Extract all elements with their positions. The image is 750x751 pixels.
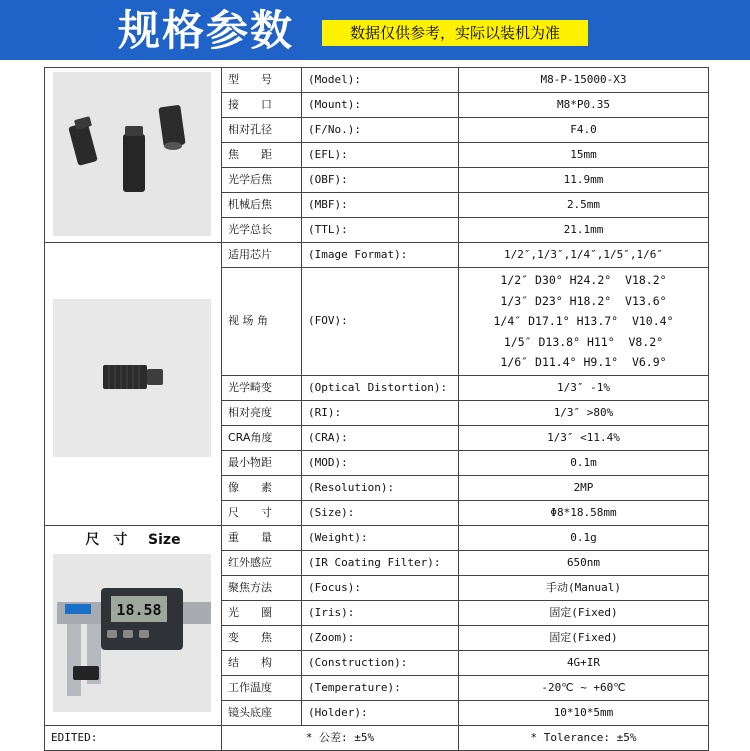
row-eng-label: (Zoom): xyxy=(308,630,355,644)
row-value: Φ8*18.58mm xyxy=(459,500,709,525)
lens-photo-cell-2 xyxy=(45,243,222,526)
row-value: M8*P0.35 xyxy=(459,93,709,118)
row-eng-label: (MOD): xyxy=(308,455,348,469)
page-title: 规格参数 xyxy=(118,6,295,55)
row-eng-label: (Iris): xyxy=(308,605,355,619)
fov-value-cell xyxy=(459,268,709,376)
spec-row-image-format xyxy=(45,243,709,268)
row-value: 21.1mm xyxy=(459,218,709,243)
row-label: 光学后焦 xyxy=(228,173,272,186)
footer-edited: EDITED: xyxy=(45,725,222,750)
row-value: 11.9mm xyxy=(459,168,709,193)
row-label: 型 号 xyxy=(228,73,272,86)
fov-line: 1/4″ D17.1° H13.7° V10.4° xyxy=(493,314,674,328)
fov-line: 1/5″ D13.8° H11° V8.2° xyxy=(503,334,664,349)
row-value: -20℃ ~ +60℃ xyxy=(459,675,709,700)
row-label: 结 构 xyxy=(228,655,272,669)
row-eng-label: (IR Coating Filter): xyxy=(308,555,441,569)
row-value: 2.5mm xyxy=(459,193,709,218)
row-eng-label: (Image Format): xyxy=(308,248,408,261)
row-eng-label: (CRA): xyxy=(308,430,348,444)
lens-group-photo xyxy=(53,72,211,236)
row-value: 1/3″ -1% xyxy=(459,375,709,400)
footer-tolerance-en: * Tolerance: ±5% xyxy=(459,725,709,750)
row-eng-label: (MBF): xyxy=(308,198,348,211)
spec-row-weight xyxy=(45,525,709,550)
row-eng-label: (Model): xyxy=(308,73,361,86)
row-label: 最小物距 xyxy=(228,455,272,469)
row-value: 2MP xyxy=(459,475,709,500)
row-eng-label: (Temperature): xyxy=(308,680,401,694)
fov-line: 1/2″ D30° H24.2° V18.2° xyxy=(500,273,667,287)
row-eng-label: (Optical Distortion): xyxy=(308,380,448,394)
row-value: 10*10*5mm xyxy=(459,700,709,725)
row-label: 光学畸变 xyxy=(228,380,272,394)
caliper-photo xyxy=(53,554,211,712)
lens-single-photo xyxy=(53,299,211,457)
page-header xyxy=(0,0,750,60)
row-value: 固定(Fixed) xyxy=(459,625,709,650)
row-eng-label: (Construction): xyxy=(308,655,408,669)
row-eng-label: (RI): xyxy=(308,405,342,419)
row-label: 接 口 xyxy=(228,98,272,111)
size-heading-cn: 尺 寸 xyxy=(85,531,128,548)
fov-line: 1/6″ D11.4° H9.1° V6.9° xyxy=(500,355,667,369)
row-label: 视 场 角 xyxy=(228,314,268,328)
row-label: 机械后焦 xyxy=(228,198,272,211)
spec-row-model xyxy=(45,68,709,93)
row-eng-label: (Focus): xyxy=(308,580,361,594)
fov-line: 1/3″ D23° H18.2° V13.6° xyxy=(500,293,667,308)
row-label: 光 圈 xyxy=(228,605,272,619)
row-eng-label: (OBF): xyxy=(308,173,348,186)
row-label: 焦 距 xyxy=(228,148,272,161)
row-value: M8-P-15000-X3 xyxy=(459,68,709,93)
row-value: 1/2″,1/3″,1/4″,1/5″,1/6″ xyxy=(459,243,709,268)
row-value: 0.1g xyxy=(459,525,709,550)
row-label: 重 量 xyxy=(228,530,272,544)
row-value: F4.0 xyxy=(459,118,709,143)
row-value: 手动(Manual) xyxy=(459,575,709,600)
footer-row xyxy=(45,725,709,750)
row-label: 像 素 xyxy=(228,480,272,494)
row-label: 相对亮度 xyxy=(228,405,272,419)
row-eng-label: (EFL): xyxy=(308,148,348,161)
row-eng-label: (F/No.): xyxy=(308,123,361,136)
disclaimer-note: 数据仅供参考，实际以装机为准 xyxy=(322,20,588,46)
row-label: 适用芯片 xyxy=(228,248,272,261)
row-value: 15mm xyxy=(459,143,709,168)
row-label: 聚焦方法 xyxy=(228,580,272,594)
row-label: 红外感应 xyxy=(228,555,272,569)
row-value: 0.1m xyxy=(459,450,709,475)
row-eng-label: (FOV): xyxy=(308,314,348,328)
row-eng-label: (Mount): xyxy=(308,98,361,111)
row-value: 4G+IR xyxy=(459,650,709,675)
row-value: 1/3″ >80% xyxy=(459,400,709,425)
row-value: 650nm xyxy=(459,550,709,575)
row-eng-label: (Weight): xyxy=(308,530,368,544)
lens-photo-cell-1 xyxy=(45,68,222,243)
row-label: 尺 寸 xyxy=(228,505,272,519)
row-eng-label: (Resolution): xyxy=(308,480,395,494)
footer-tolerance-cn: * 公差: ±5% xyxy=(222,725,459,750)
row-label: 工作温度 xyxy=(228,680,272,694)
row-label: 光学总长 xyxy=(228,223,272,236)
row-label: 镜头底座 xyxy=(228,705,272,719)
row-eng-label: (TTL): xyxy=(308,223,348,236)
spec-table xyxy=(44,67,709,751)
row-label: 变 焦 xyxy=(228,630,272,644)
row-label: 相对孔径 xyxy=(228,123,272,136)
size-heading-en: Size xyxy=(148,531,181,548)
row-eng-label: (Holder): xyxy=(308,705,368,719)
row-value: 1/3″ <11.4% xyxy=(459,425,709,450)
caliper-reading: 18.58 xyxy=(116,600,162,619)
size-photo-cell xyxy=(45,525,222,725)
row-eng-label: (Size): xyxy=(308,505,355,519)
row-value: 固定(Fixed) xyxy=(459,600,709,625)
row-label: CRA角度 xyxy=(228,430,273,444)
